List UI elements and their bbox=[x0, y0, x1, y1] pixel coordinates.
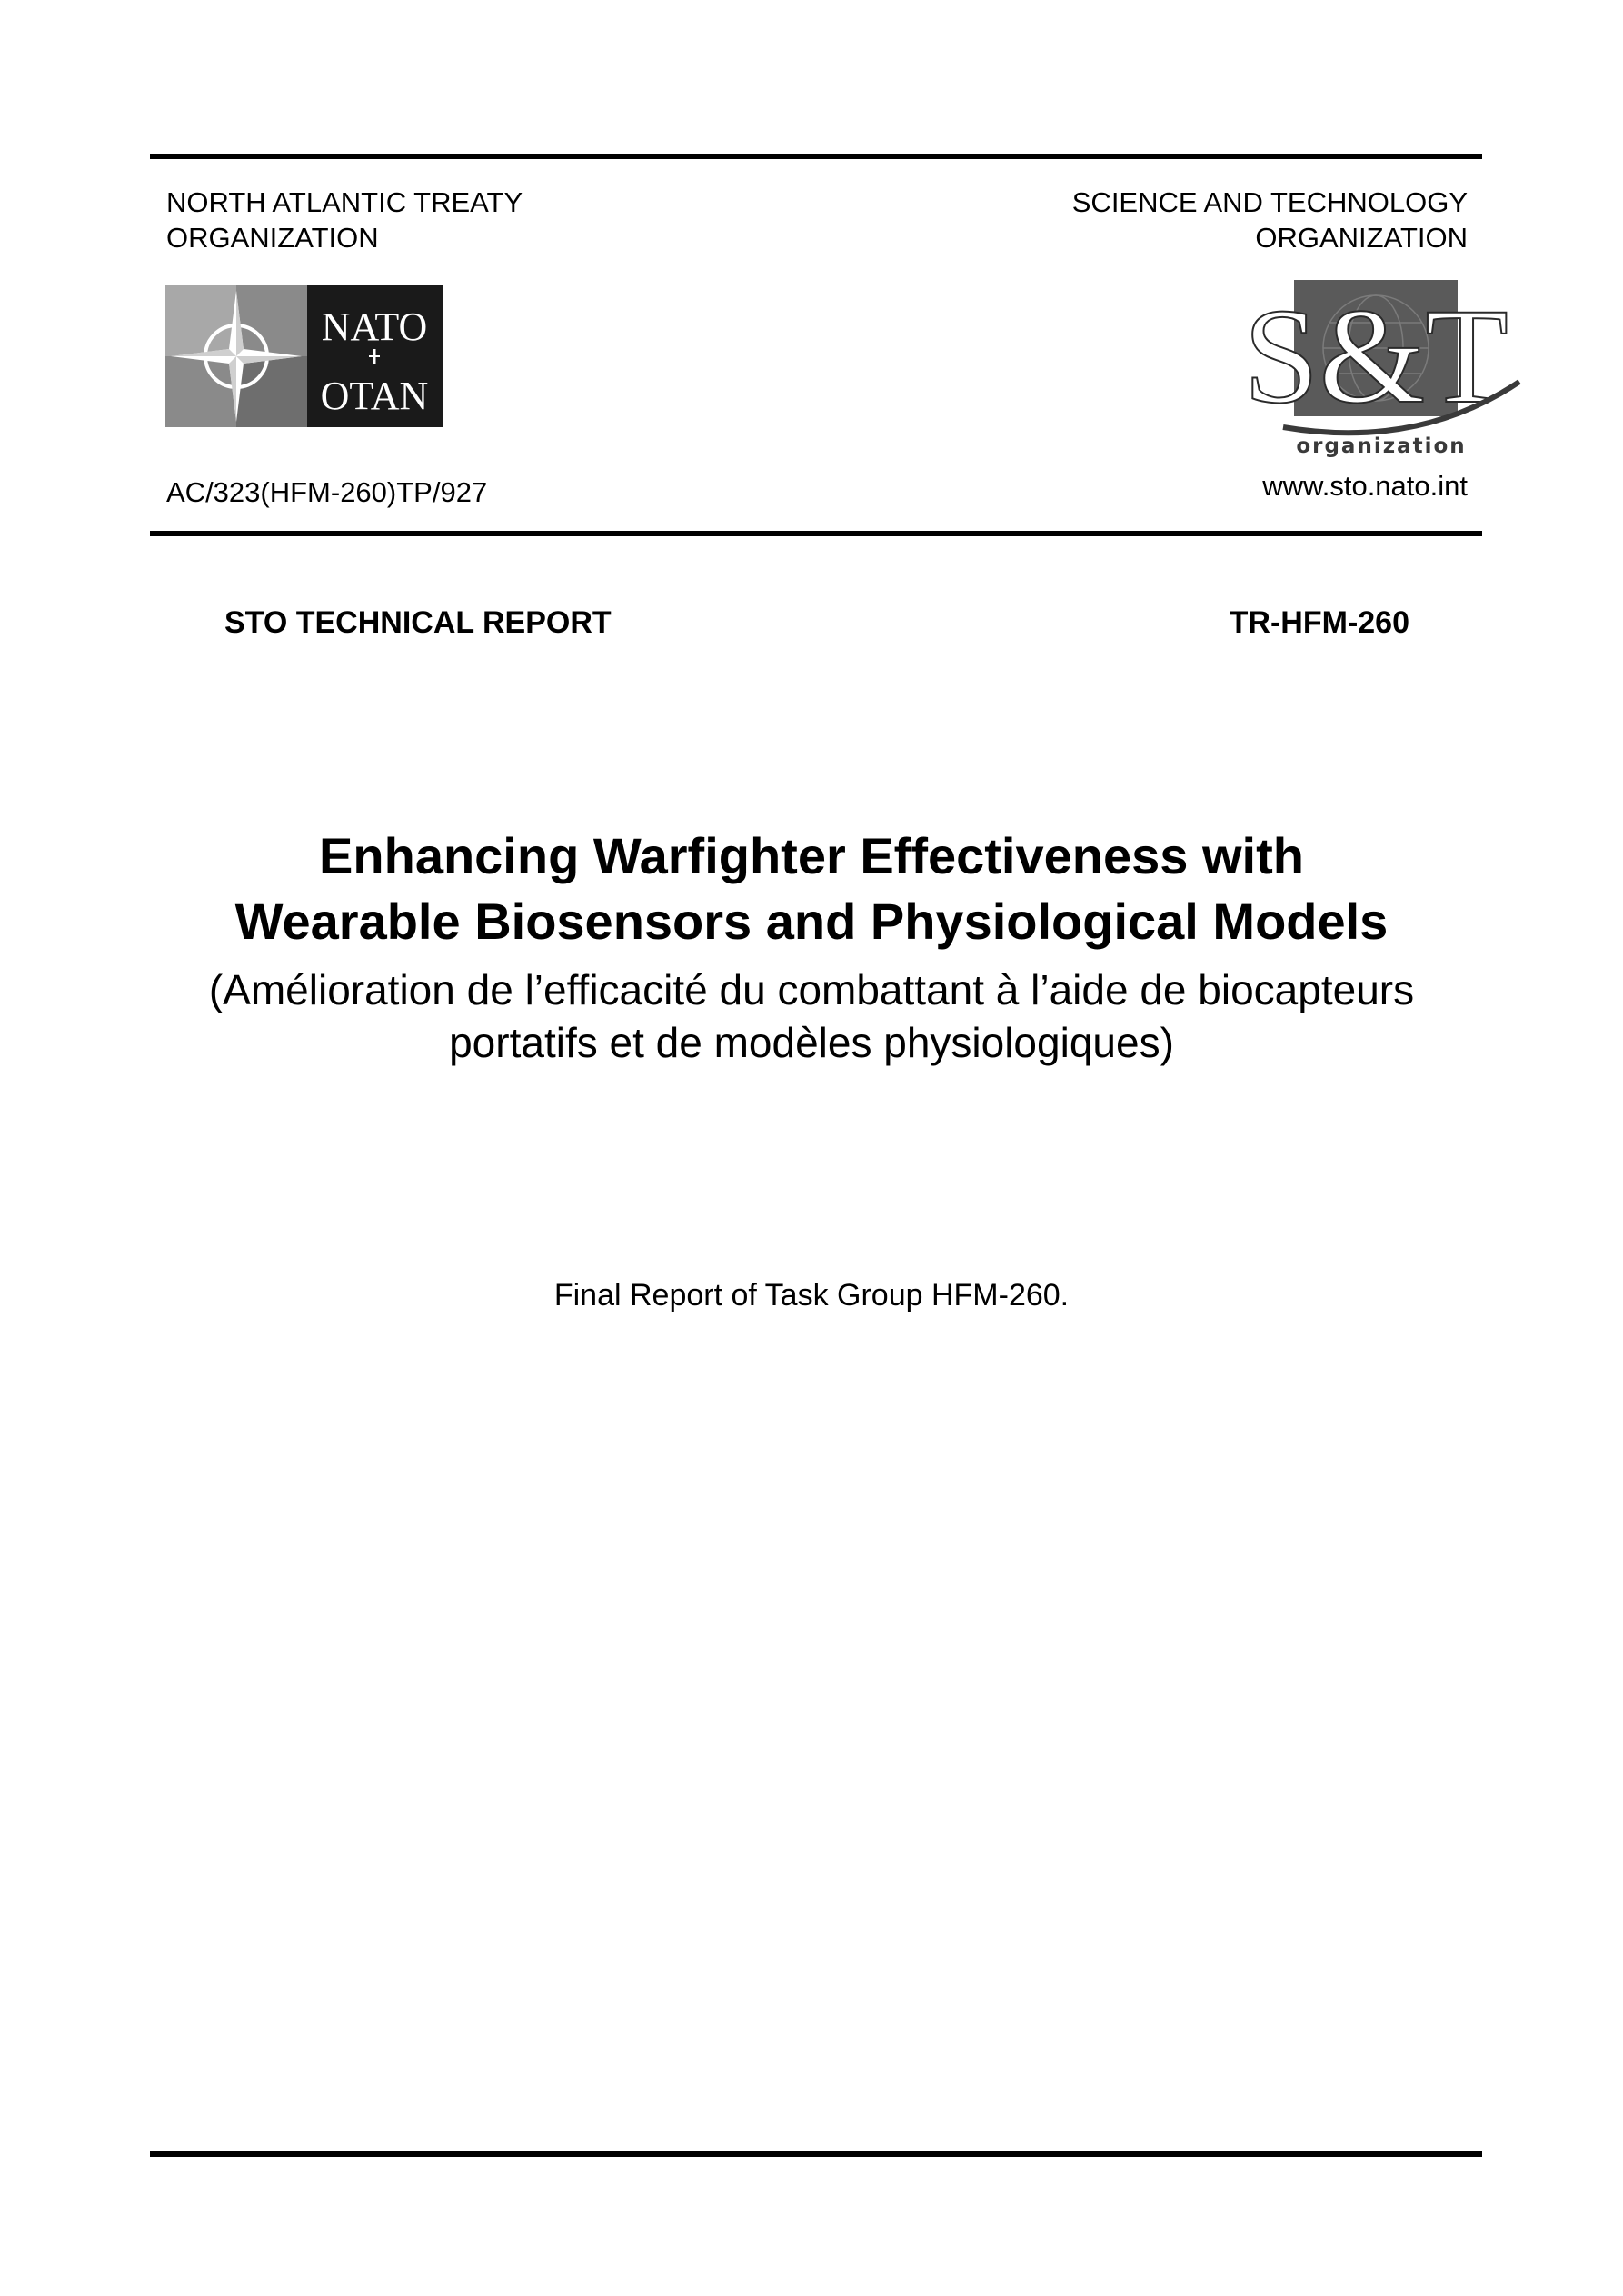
top-divider bbox=[150, 154, 1482, 159]
report-id: TR-HFM-260 bbox=[1229, 605, 1409, 640]
report-title-french bbox=[91, 963, 1532, 1069]
report-type: STO TECHNICAL REPORT bbox=[224, 605, 612, 640]
report-title-line-2: Wearable Biosensors and Physiological Models bbox=[234, 893, 1389, 950]
report-title-french-line-1: (Amélioration de l’efficacité du combattant à l’aide de biocapteurs bbox=[208, 966, 1415, 1013]
report-subtitle: Final Report of Task Group HFM-260. bbox=[553, 1278, 1070, 1313]
nato-logo-text-bottom: OTAN bbox=[320, 374, 429, 418]
bottom-divider bbox=[150, 2151, 1482, 2157]
nato-logo-text-top: NATO bbox=[321, 304, 428, 349]
sto-website-link[interactable]: www.sto.nato.int bbox=[1262, 470, 1468, 502]
nato-org-line-2: ORGANIZATION bbox=[166, 222, 379, 254]
nato-compass-star-logo bbox=[165, 285, 443, 427]
nato-organization-name bbox=[166, 185, 523, 255]
sto-org-line-2: ORGANIZATION bbox=[1255, 222, 1468, 254]
st-logo-mark: S&T bbox=[1243, 281, 1508, 432]
report-title bbox=[91, 824, 1532, 954]
document-code: AC/323(HFM-260)TP/927 bbox=[166, 476, 488, 508]
sto-organization-name bbox=[1072, 185, 1468, 255]
st-organization-logo bbox=[1243, 273, 1527, 464]
nato-org-line-1: NORTH ATLANTIC TREATY bbox=[166, 186, 523, 218]
st-logo-caption: organization bbox=[1296, 434, 1467, 458]
report-title-line-1: Enhancing Warfighter Effectiveness with bbox=[319, 827, 1304, 884]
report-title-french-line-2: portatifs et de modèles physiologiques) bbox=[449, 1019, 1174, 1066]
sto-org-line-1: SCIENCE AND TECHNOLOGY bbox=[1071, 186, 1468, 218]
header-bottom-divider bbox=[150, 531, 1482, 536]
